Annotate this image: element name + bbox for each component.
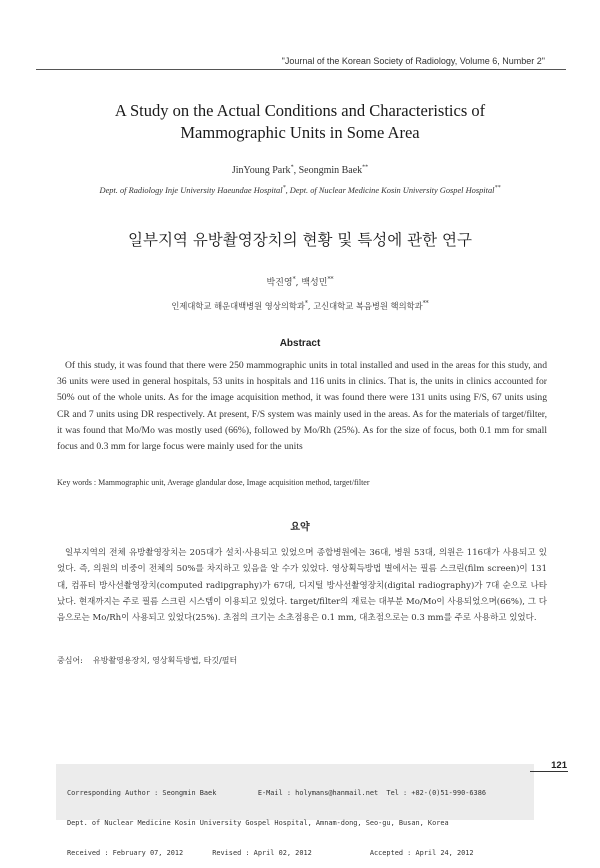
paper-title (60, 100, 540, 144)
authors (0, 165, 600, 176)
footer-dates: Received : February 07, 2012 Revised : April 02, 2012 Accepted : April 24, 2012 (67, 849, 474, 857)
title-line-2: Mammographic Units in Some Area (180, 123, 420, 142)
author-separator: , (293, 165, 299, 176)
korean-keywords-label: 중심어: (57, 656, 83, 665)
korean-affiliation-1-mark: * (304, 300, 308, 308)
korean-affiliations (0, 300, 600, 312)
korean-author-1: 박진영 (266, 278, 293, 288)
page-number: 121 (551, 760, 567, 771)
abstract-text: Of this study, it was found that there were 250 mammographic units in total installed and used in the areas for this study, and 36 units were used in general hospitals, 53 units in hospitals and 116 units in clinics. That is, the units in clinics accounted for 50% out of the whole units. As for the image acquisition method, it was found there were 131 units using F/S, 67 units using CR and 7 units using DR respectively. At present, F/S system was mainly used in the areas. As for the materials of target/filter, it was found that Mo/Mo was mostly used (66%), followed by Mo/Rh (25%). As for the size of focus, both 0.1 mm for small focus and 0.3 mm for large focus were mainly used for the units (57, 360, 547, 453)
affiliation-1-mark: * (282, 185, 286, 192)
korean-authors (0, 275, 600, 288)
author-2: Seongmin Baek (298, 165, 363, 176)
keywords: Key words : Mammographic unit, Average glandular dose, Image acquisition method, target/filter (57, 478, 370, 487)
author-1: JinYoung Park (231, 165, 291, 176)
korean-author-1-mark: * (292, 276, 296, 283)
title-line-1: A Study on the Actual Conditions and Characteristics of (114, 101, 486, 120)
abstract-heading: Abstract (279, 338, 321, 349)
korean-affiliation-2: , 고신대학교 복음병원 핵의학과 (307, 301, 423, 311)
korean-title: 일부지역 유방촬영장치의 현황 및 특성에 관한 연구 (128, 231, 472, 249)
journal-header: "Journal of the Korean Society of Radiology, Volume 6, Number 2" (281, 56, 545, 66)
korean-affiliation-1: 인제대학교 해운대백병원 영상의학과 (171, 301, 305, 311)
affiliation-1: Dept. of Radiology Inje University Haeundae Hospital (99, 186, 283, 195)
author-1-mark: * (290, 164, 294, 171)
korean-affiliation-2-mark: ** (422, 300, 429, 308)
footer-department: Dept. of Nuclear Medicine Kosin University Gospel Hospital, Amnam-dong, Seo-gu, Busan, Korea (67, 819, 449, 827)
affiliation-2-mark: ** (494, 185, 501, 192)
page-number-rule (530, 771, 568, 772)
korean-author-separator: , (295, 278, 302, 288)
korean-author-2: 백성민 (301, 278, 328, 288)
affiliations (30, 186, 570, 195)
korean-author-2-mark: ** (327, 276, 334, 283)
author-2-mark: ** (362, 164, 369, 171)
affiliation-2: , Dept. of Nuclear Medicine Kosin University Gospel Hospital (285, 186, 495, 195)
korean-keywords (57, 655, 237, 666)
footer-corresponding: Corresponding Author : Seongmin Baek E-Mail : holymans@hanmail.net Tel : +82-(0)51-990-6386 (67, 789, 486, 797)
footer-info (67, 768, 486, 868)
korean-keywords-text: 유방촬영용장치, 영상획득방법, 타깃/필터 (93, 656, 238, 665)
korean-abstract-heading: 요약 (290, 522, 310, 533)
header-rule (36, 69, 566, 70)
korean-abstract-text: 일부지역의 전체 유방촬영장치는 205대가 설치·사용되고 있었으며 종합병원에는 36대, 병원 53대, 의원은 116대가 사용되고 있었다. 즉, 의원의 비중이 전체의 50%를 차지하고 있음을 알 수가 있었다. 영상획득방법 별에서는 필름 스크린(film screen)이 131대, 컴퓨터 방사선촬영장치(computed radipgraphy)가 67대, 디지털 방사선촬영장치(digital radiography)가 7대 순으로 나타났다. 현재까지는 주로 필름 스크린 시스템이 이용되고 있었다. target/filter의 재료는 대부분 Mo/Mo이 사용되었으며(66%), 그 다음으로는 Mo/Rh이 사용되고 있었다(25%). 초점의 크기는 소초점용은 0.1 mm, 대초점으로는 0.3 mm를 주로 사용하고 있었다. (57, 548, 547, 624)
